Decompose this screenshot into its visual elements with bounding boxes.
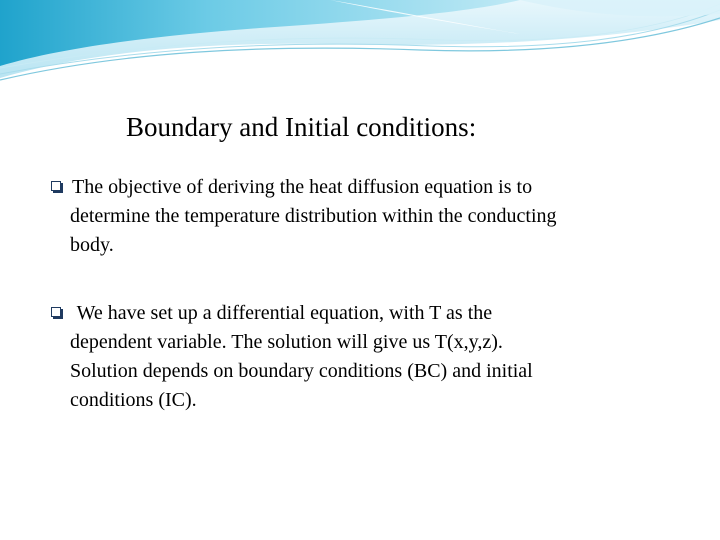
bullet-line: dependent variable. The solution will give us T(x,y,z). <box>70 331 503 353</box>
hollow-square-bullet-icon <box>51 307 61 317</box>
bullet-line: We have set up a differential equation, with T as the <box>72 302 493 324</box>
bullet-line: body. <box>70 234 114 256</box>
bullet-line: determine the temperature distribution within the conducting <box>70 205 557 227</box>
bullet-line: The objective of deriving the heat diffusion equation is to <box>72 176 533 198</box>
hollow-square-bullet-icon <box>51 181 61 191</box>
wave-banner-decoration <box>0 0 720 90</box>
slide-title: Boundary and Initial conditions: <box>126 112 477 142</box>
bullet-text <box>70 299 670 415</box>
bullet-text <box>70 173 670 260</box>
bullet-line: Solution depends on boundary conditions (BC) and initial <box>70 360 533 382</box>
bullet-line: conditions (IC). <box>70 389 197 411</box>
